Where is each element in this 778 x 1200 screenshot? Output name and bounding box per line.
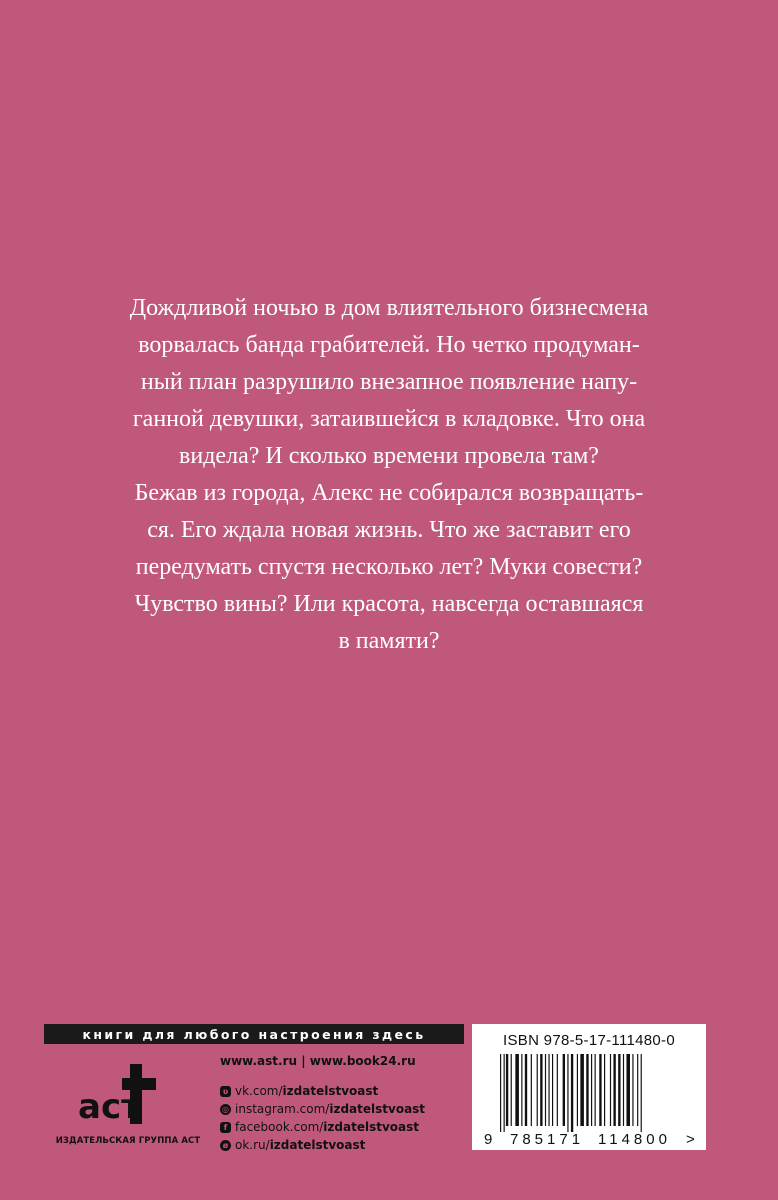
barcode-bar (557, 1054, 558, 1126)
social-prefix: facebook.com/ (235, 1120, 324, 1134)
barcode-bar (504, 1054, 505, 1132)
blurb-line: передумать спустя несколько лет? Муки совести? (135, 554, 643, 580)
social-link-vk[interactable] (220, 1082, 466, 1100)
barcode-bar (537, 1054, 538, 1126)
barcode-bar (595, 1054, 596, 1126)
social-prefix: instagram.com/ (235, 1102, 330, 1116)
barcode-digits-right: 114800 (598, 1131, 671, 1148)
barcode-bar (552, 1054, 553, 1126)
barcode-bar (540, 1054, 542, 1126)
blurb-line: Бежав из города, Алекс не собирался возвращать- (134, 480, 644, 506)
blurb-line: в памяти? (338, 628, 440, 654)
barcode-bar (623, 1054, 624, 1126)
barcode-bar (632, 1054, 633, 1126)
social-handle: izdatelstvoast (282, 1084, 379, 1098)
blurb-line: ганной девушки, затаившейся в кладовке. Что она (132, 406, 646, 432)
social-prefix: ok.ru/ (235, 1138, 270, 1152)
publisher-name: ИЗДАТЕЛЬСКАЯ ГРУППА АСТ (55, 1136, 201, 1146)
instagram-icon: ◎ (220, 1104, 231, 1115)
barcode-bar (515, 1054, 519, 1126)
social-prefix: vk.com/ (235, 1084, 283, 1098)
barcode-bar (548, 1054, 549, 1126)
social-link-instagram[interactable] (220, 1100, 466, 1118)
publisher-logo (48, 1058, 208, 1154)
barcode-bar (563, 1054, 565, 1126)
barcode-bar (571, 1054, 573, 1132)
barcode-bar (618, 1054, 620, 1126)
barcode-bar (521, 1054, 522, 1126)
isbn-label: ISBN 978-5-17-111480-0 (503, 1032, 675, 1049)
blurb-line: ся. Его ждала новая жизнь. Что же заставит его (147, 517, 631, 543)
barcode-bar (613, 1054, 615, 1126)
blurb-line: Дождливой ночью в дом влиятельного бизнесмена (129, 295, 649, 321)
barcode-bar (586, 1054, 588, 1126)
isbn-barcode-panel (472, 1024, 706, 1150)
barcode-bar (577, 1054, 578, 1126)
barcode-bar (511, 1054, 512, 1126)
publisher-links (220, 1054, 466, 1154)
social-link-ok[interactable] (220, 1136, 466, 1154)
barcode-bar (545, 1054, 546, 1126)
publisher-footer (44, 1024, 468, 1154)
barcode-bar (531, 1054, 532, 1126)
ok-icon: ø (220, 1140, 231, 1151)
barcode-bar (637, 1054, 638, 1126)
slogan-banner: книги для любого настроения здесь (44, 1024, 464, 1044)
barcode-bar (610, 1054, 611, 1126)
facebook-icon: f (220, 1122, 231, 1133)
website-links[interactable]: www.ast.ru | www.book24.ru (220, 1054, 416, 1068)
blurb-line: видела? И сколько времени провела там? (179, 443, 599, 469)
ast-logo-icon (76, 1058, 168, 1130)
blurb-line: ный план разрушило внезапное появление напу- (140, 369, 638, 395)
barcode-bar (641, 1054, 642, 1132)
barcode-bar (567, 1054, 568, 1132)
barcode-digits-left: 785171 (510, 1131, 585, 1148)
barcode-bar (591, 1054, 592, 1126)
vk-icon: ʋ (220, 1086, 231, 1097)
blurb-text (60, 290, 718, 660)
barcode-arrow: > (686, 1131, 695, 1148)
barcode-bar (580, 1054, 584, 1126)
blurb-line: ворвалась банда грабителей. Но четко продуман- (138, 332, 640, 358)
barcode-bar (525, 1054, 527, 1126)
social-link-facebook[interactable] (220, 1118, 466, 1136)
barcode-bar (604, 1054, 605, 1126)
barcode-digit-first: 9 (484, 1131, 493, 1148)
social-handle: izdatelstvoast (323, 1120, 419, 1134)
social-handle: izdatelstvoast (329, 1102, 426, 1116)
social-handle: izdatelstvoast (269, 1138, 366, 1152)
logo-lettering: аст (78, 1087, 141, 1127)
barcode-bar (626, 1054, 630, 1126)
barcode-bar (506, 1054, 508, 1126)
barcode-image (500, 1054, 682, 1132)
barcode-bar (500, 1054, 501, 1132)
barcode-bar (599, 1054, 601, 1126)
blurb-line: Чувство вины? Или красота, навсегда оставшаяся (134, 591, 644, 617)
